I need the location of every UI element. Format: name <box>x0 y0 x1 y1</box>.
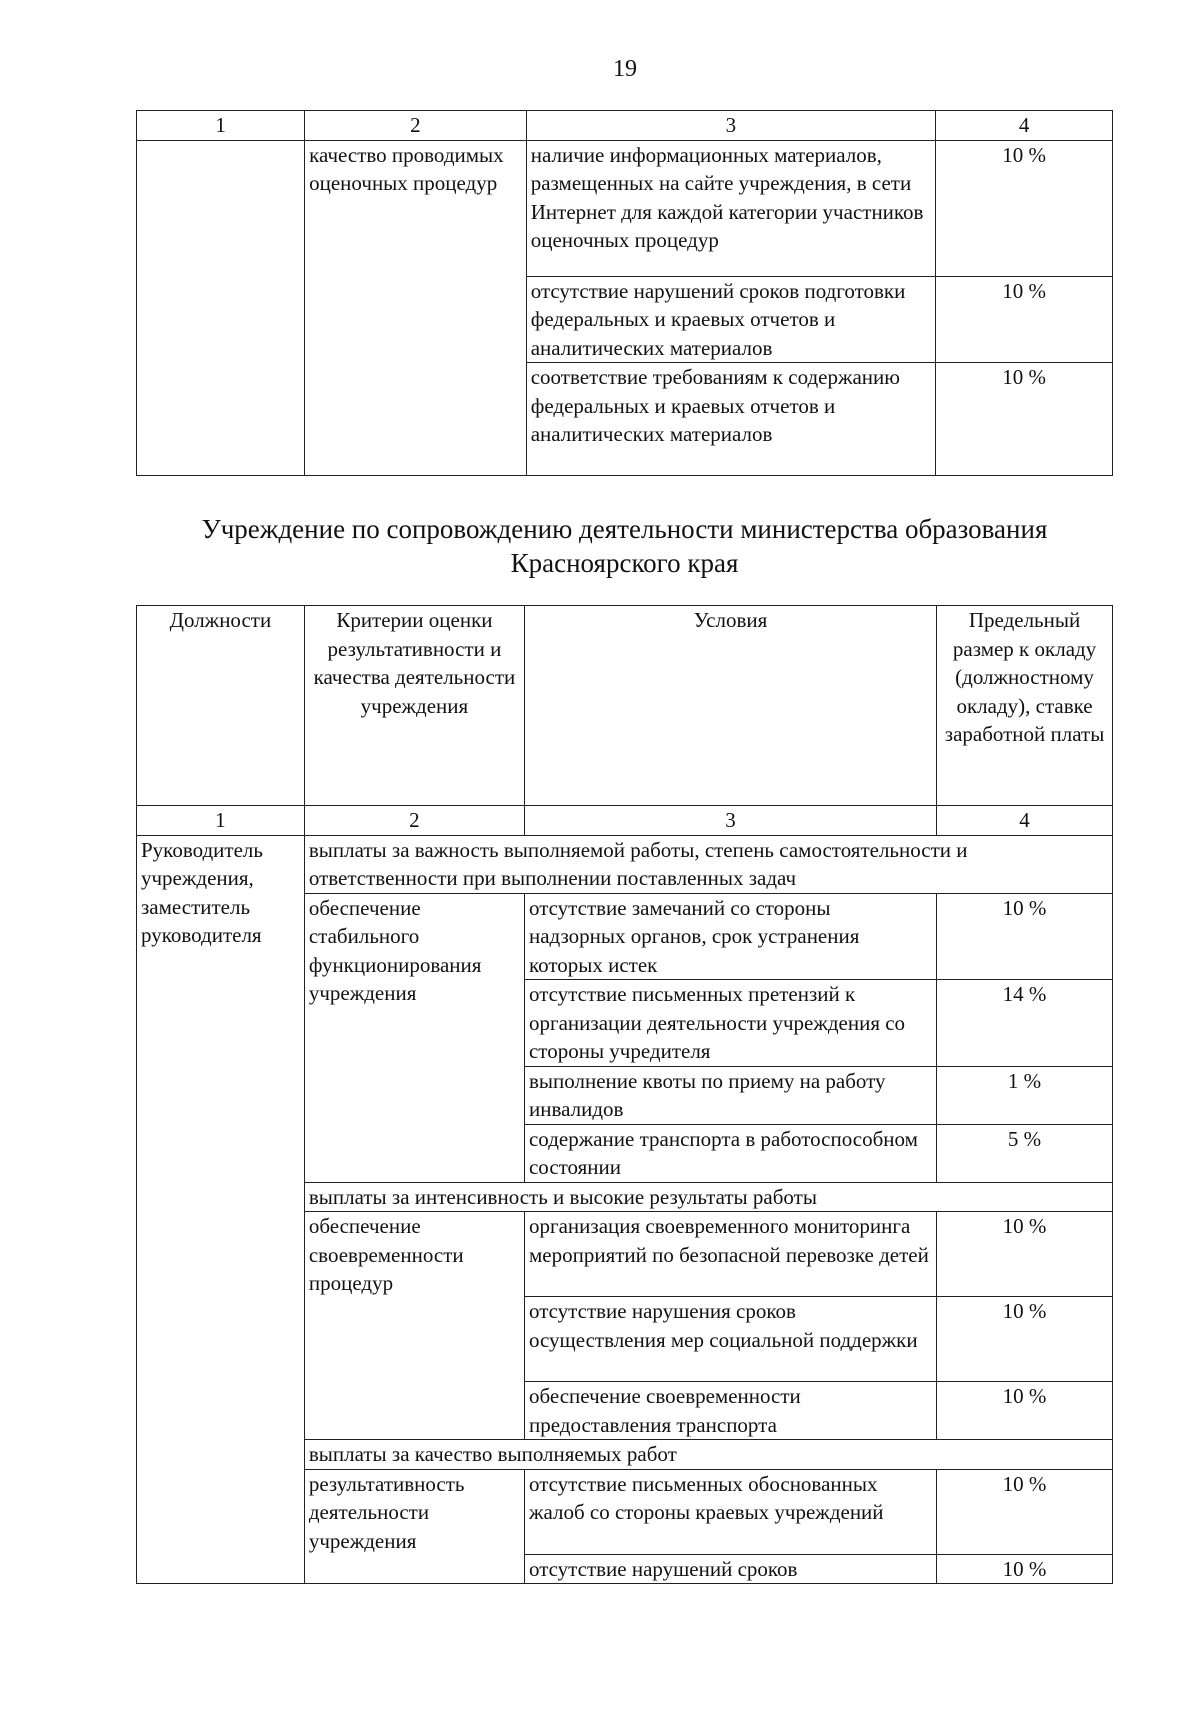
value-cell: 10 % <box>937 1212 1113 1297</box>
value-cell: 10 % <box>937 1382 1113 1440</box>
header-criteria: Критерии оценки результативности и качества деятельности учреждения <box>304 606 524 806</box>
condition-cell: наличие информационных материалов, размещенных на сайте учреждения, в сети Интернет для каждой категории участников оценочных процедур <box>526 140 935 276</box>
condition-cell: отсутствие нарушения сроков осуществления мер социальной поддержки <box>524 1297 936 1382</box>
value-cell: 5 % <box>937 1124 1113 1182</box>
condition-cell: отсутствие нарушений сроков подготовки федеральных и краевых отчетов и аналитических материалов <box>526 276 935 363</box>
condition-cell: обеспечение своевременности предоставления транспорта <box>524 1382 936 1440</box>
condition-cell: организация своевременного мониторинга мероприятий по безопасной перевозке детей <box>524 1212 936 1297</box>
condition-cell: соответствие требованиям к содержанию федеральных и краевых отчетов и аналитических материалов <box>526 363 935 476</box>
header-row <box>137 606 1113 806</box>
header-conditions: Условия <box>524 606 936 806</box>
criterion-cell: результативность деятельности учреждения <box>304 1469 524 1584</box>
condition-cell: отсутствие замечаний со стороны надзорных органов, срок устранения которых истек <box>524 893 936 980</box>
column-number-row <box>137 806 1113 836</box>
table-row <box>137 140 1113 276</box>
value-cell: 1 % <box>937 1066 1113 1124</box>
value-cell: 10 % <box>937 1469 1113 1554</box>
col-number: 4 <box>937 806 1113 836</box>
criteria-table-continued <box>136 110 1113 476</box>
section-heading: Учреждение по сопровождению деятельности министерства образования Красноярского края <box>201 514 1048 578</box>
condition-cell: отсутствие письменных претензий к организации деятельности учреждения со стороны учредителя <box>524 980 936 1067</box>
section-title-row <box>137 835 1113 893</box>
value-cell: 10 % <box>937 893 1113 980</box>
criterion-cell: качество проводимых оценочных процедур <box>305 140 527 476</box>
header-positions: Должности <box>137 606 305 806</box>
col-number: 1 <box>137 806 305 836</box>
value-cell: 10 % <box>936 276 1113 363</box>
value-cell: 10 % <box>937 1297 1113 1382</box>
column-number-row <box>137 111 1113 141</box>
header-limit: Предельный размер к окладу (должностному окладу), ставке заработной платы <box>937 606 1113 806</box>
criterion-cell: обеспечение стабильного функционирования учреждения <box>304 893 524 1182</box>
condition-cell: отсутствие нарушений сроков <box>524 1554 936 1584</box>
value-cell: 10 % <box>936 363 1113 476</box>
col-number: 4 <box>936 111 1113 141</box>
section-title: выплаты за качество выполняемых работ <box>304 1440 1112 1470</box>
condition-cell: отсутствие письменных обоснованных жалоб со стороны краевых учреждений <box>524 1469 936 1554</box>
col-number: 2 <box>304 806 524 836</box>
section-title: выплаты за важность выполняемой работы, степень самостоятельности и ответственности при выполнении поставленных задач <box>304 835 1112 893</box>
page-number: 19 <box>613 56 637 82</box>
col-number: 3 <box>524 806 936 836</box>
col-number: 1 <box>137 111 305 141</box>
col-number: 2 <box>305 111 527 141</box>
positions-cell <box>137 140 305 476</box>
value-cell: 10 % <box>937 1554 1113 1584</box>
condition-cell: выполнение квоты по приему на работу инвалидов <box>524 1066 936 1124</box>
col-number: 3 <box>526 111 935 141</box>
value-cell: 14 % <box>937 980 1113 1067</box>
position-cell: Руководитель учреждения, заместитель руководителя <box>137 835 305 1584</box>
criteria-table <box>136 605 1113 1584</box>
condition-cell: содержание транспорта в работоспособном состоянии <box>524 1124 936 1182</box>
value-cell: 10 % <box>936 140 1113 276</box>
section-title: выплаты за интенсивность и высокие результаты работы <box>304 1182 1112 1212</box>
criterion-cell: обеспечение своевременности процедур <box>304 1212 524 1440</box>
